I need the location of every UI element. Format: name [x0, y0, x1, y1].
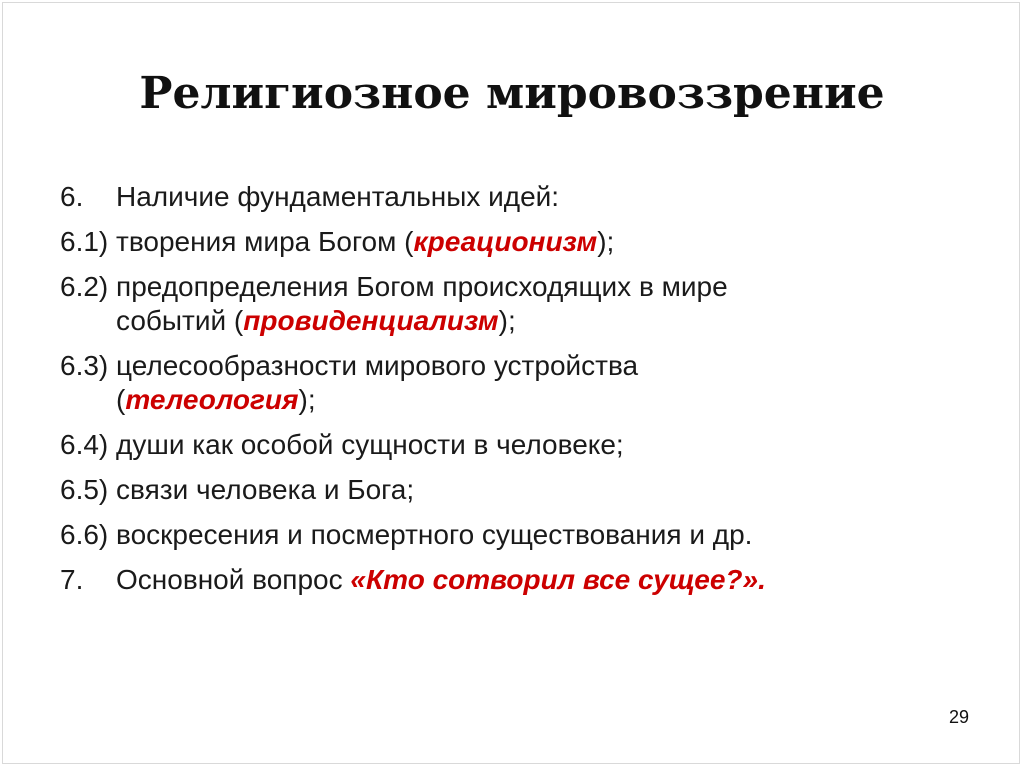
- list-item-number: 6.3): [60, 350, 109, 381]
- list-item-6: [60, 180, 960, 214]
- list-item-number: 6.4): [60, 429, 109, 460]
- list-item-text-end: );: [498, 305, 516, 336]
- list-item-text: воскресения и посмертного существования и др.: [116, 519, 753, 550]
- list-item-7: [60, 563, 960, 597]
- list-item-number: 6.: [60, 181, 84, 212]
- list-item-text: связи человека и Бога;: [116, 474, 415, 505]
- list-item-6-2: [60, 270, 960, 338]
- list-item-number: 6.6): [60, 519, 109, 550]
- list-item-6-1: [60, 225, 960, 259]
- page-number: 29: [948, 707, 970, 727]
- list-item-number: 6.2): [60, 271, 109, 302]
- slide-body: [60, 180, 960, 608]
- list-item-text-end: );: [597, 226, 615, 257]
- list-item-6-3: [60, 349, 960, 417]
- list-item-text: предопределения Богом происходящих в мире: [116, 271, 728, 302]
- list-item-6-6: [60, 518, 960, 552]
- list-item-6-4: [60, 428, 960, 462]
- list-item-text-line2: (: [116, 384, 126, 415]
- slide-title: Религиозное мировоззрение: [139, 68, 885, 119]
- list-item-continuation: [60, 304, 960, 338]
- list-item-text: целесообразности мирового устройства: [116, 350, 639, 381]
- list-item-text: души как особой сущности в человеке;: [116, 429, 624, 460]
- list-item-text: Наличие фундаментальных идей:: [116, 181, 560, 212]
- list-item-6-5: [60, 473, 960, 507]
- list-item-number: 6.1): [60, 226, 109, 257]
- list-item-number: 7.: [60, 564, 84, 595]
- list-item-text: творения мира Богом (: [116, 226, 414, 257]
- main-question: «Кто сотворил все сущее?».: [350, 564, 766, 595]
- list-item-continuation: [60, 383, 960, 417]
- list-item-text-line2: событий (: [116, 305, 244, 336]
- list-item-text: Основной вопрос: [116, 564, 351, 595]
- list-item-number: 6.5): [60, 474, 109, 505]
- term-providentialism: провиденциализм: [243, 305, 499, 336]
- term-teleology: телеология: [125, 384, 299, 415]
- term-creationism: креационизм: [413, 226, 598, 257]
- list-item-text-end: );: [298, 384, 316, 415]
